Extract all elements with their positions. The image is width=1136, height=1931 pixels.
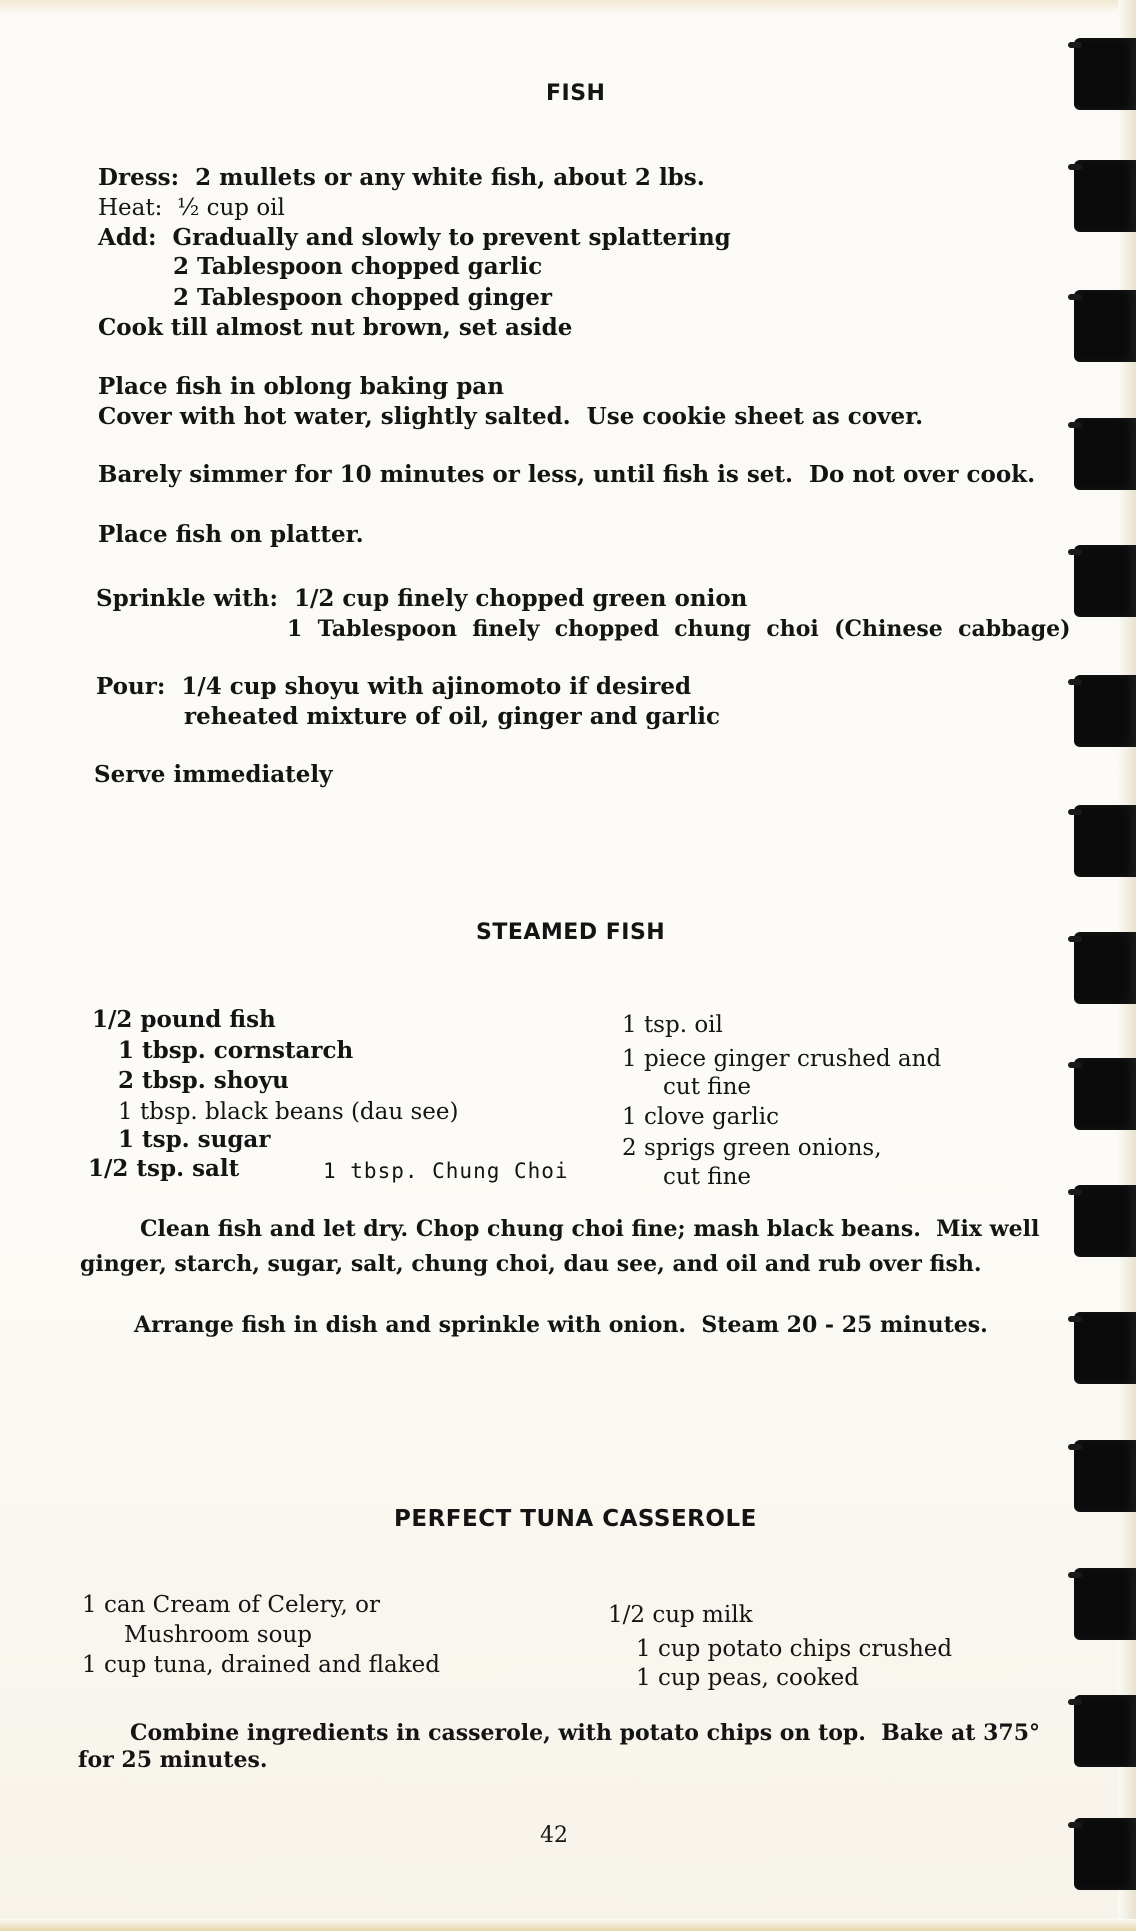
- page-bottom-edge: [0, 1919, 1136, 1931]
- fish-line: Serve immediately: [94, 761, 333, 788]
- steamed-right-ingredient: 1 tsp. oil: [622, 1012, 723, 1038]
- fish-line: Sprinkle with: 1/2 cup finely chopped green onion: [96, 585, 748, 612]
- steamed-fish-title: STEAMED FISH: [476, 920, 666, 945]
- steamed-left-ingredient: 1 tbsp. cornstarch: [118, 1037, 354, 1064]
- binding-ring: [1074, 675, 1136, 747]
- binding-ring: [1074, 1568, 1136, 1640]
- tuna-casserole-title: PERFECT TUNA CASSEROLE: [394, 1506, 757, 1532]
- binding-ring: [1074, 1185, 1136, 1257]
- binding-ring: [1074, 1818, 1136, 1890]
- steamed-instruction: Clean fish and let dry. Chop chung choi fine; mash black beans. Mix well: [140, 1216, 1040, 1242]
- binding-ring: [1074, 545, 1136, 617]
- tuna-instruction: Combine ingredients in casserole, with potato chips on top. Bake at 375°: [130, 1720, 1041, 1746]
- steamed-middle-ingredient: 1 tbsp. Chung Choi: [323, 1159, 569, 1183]
- tuna-left-ingredient: Mushroom soup: [124, 1622, 312, 1648]
- fish-line: Pour: 1/4 cup shoyu with ajinomoto if desired: [96, 673, 692, 700]
- steamed-right-ingredient: cut fine: [663, 1164, 752, 1190]
- fish-line: Barely simmer for 10 minutes or less, until fish is set. Do not over cook.: [98, 461, 1036, 488]
- fish-line: Place fish on platter.: [98, 521, 364, 548]
- binding-ring: [1074, 418, 1136, 490]
- tuna-instruction: for 25 minutes.: [78, 1747, 268, 1773]
- fish-line: Heat: ½ cup oil: [98, 195, 285, 221]
- spiral-binding: [1066, 0, 1136, 1931]
- binding-ring: [1074, 1440, 1136, 1512]
- steamed-left-ingredient: 1/2 pound fish: [92, 1006, 276, 1033]
- binding-ring: [1074, 1695, 1136, 1767]
- steamed-instruction: Arrange fish in dish and sprinkle with onion. Steam 20 - 25 minutes.: [134, 1312, 988, 1338]
- binding-ring: [1074, 805, 1136, 877]
- steamed-right-ingredient: 1 piece ginger crushed and: [622, 1046, 942, 1072]
- fish-line: reheated mixture of oil, ginger and garlic: [184, 703, 720, 730]
- fish-line: 2 Tablespoon chopped ginger: [173, 284, 553, 311]
- steamed-left-ingredient: 1/2 tsp. salt: [88, 1155, 240, 1182]
- steamed-right-ingredient: 1 clove garlic: [622, 1104, 779, 1130]
- tuna-left-ingredient: 1 cup tuna, drained and flaked: [82, 1652, 441, 1678]
- steamed-left-ingredient: 2 tbsp. shoyu: [118, 1067, 289, 1094]
- fish-title: FISH: [546, 81, 606, 106]
- binding-ring: [1074, 290, 1136, 362]
- tuna-left-ingredient: 1 can Cream of Celery, or: [82, 1592, 380, 1618]
- fish-line: Dress: 2 mullets or any white fish, about 2 lbs.: [98, 164, 705, 191]
- binding-ring: [1074, 932, 1136, 1004]
- binding-ring: [1074, 1058, 1136, 1130]
- fish-line: Add: Gradually and slowly to prevent splattering: [98, 224, 731, 251]
- fish-line: Cook till almost nut brown, set aside: [98, 314, 573, 341]
- fish-line: 2 Tablespoon chopped garlic: [173, 253, 543, 280]
- tuna-right-ingredient: 1 cup potato chips crushed: [636, 1636, 953, 1662]
- binding-ring: [1074, 38, 1136, 110]
- fish-line: Cover with hot water, slightly salted. Use cookie sheet as cover.: [98, 403, 924, 430]
- steamed-left-ingredient: 1 tbsp. black beans (dau see): [118, 1099, 459, 1125]
- tuna-right-ingredient: 1 cup peas, cooked: [636, 1665, 859, 1691]
- steamed-right-ingredient: cut fine: [663, 1074, 752, 1100]
- steamed-left-ingredient: 1 tsp. sugar: [118, 1126, 271, 1153]
- steamed-instruction: ginger, starch, sugar, salt, chung choi, dau see, and oil and rub over fish.: [80, 1251, 982, 1277]
- fish-line: 1 Tablespoon finely chopped chung choi (Chinese cabbage): [287, 616, 1071, 642]
- binding-ring: [1074, 160, 1136, 232]
- fish-line: Place fish in oblong baking pan: [98, 373, 504, 400]
- page-number: 42: [540, 1823, 568, 1848]
- tuna-right-ingredient: 1/2 cup milk: [608, 1602, 753, 1628]
- steamed-right-ingredient: 2 sprigs green onions,: [622, 1135, 882, 1161]
- binding-ring: [1074, 1312, 1136, 1384]
